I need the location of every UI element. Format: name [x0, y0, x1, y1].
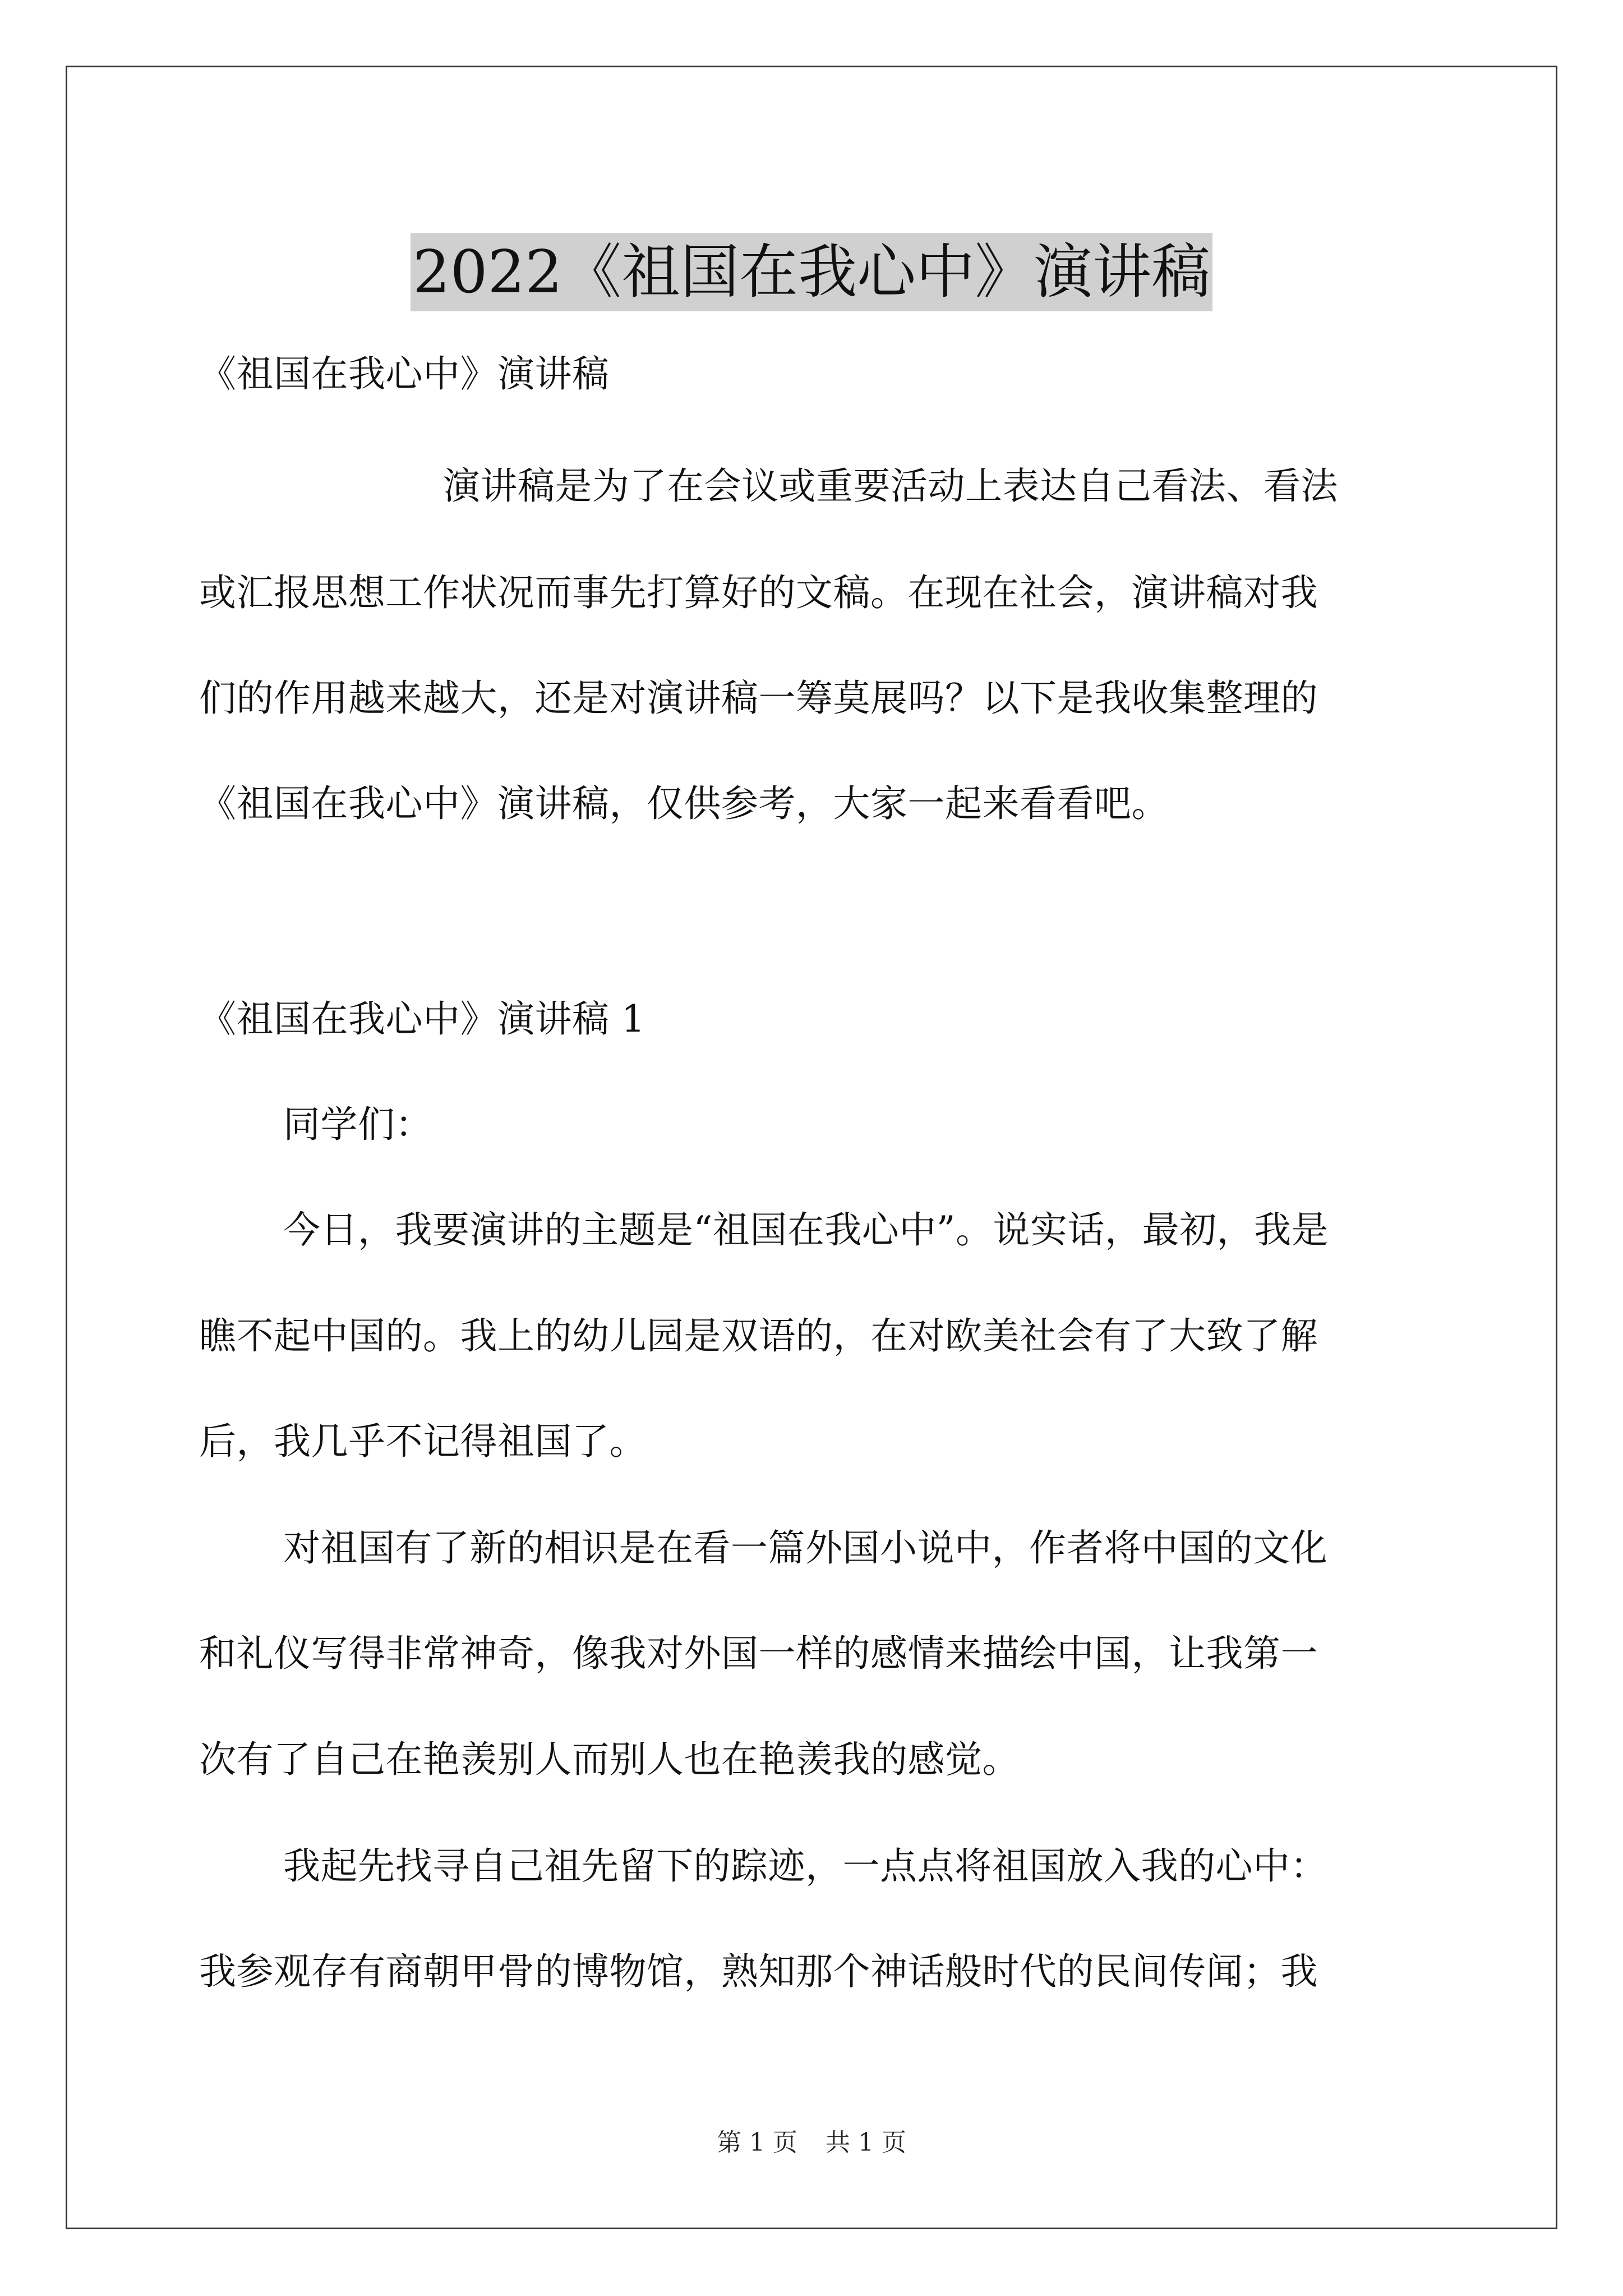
- intro-line-1: 演讲稿是为了在会议或重要活动上表达自己看法、看法: [443, 464, 1338, 508]
- paragraph2-line-3: 次有了自己在艳羡别人而别人也在艳羡我的感觉。: [199, 1738, 1020, 1781]
- intro-line-2: 或汇报思想工作状况而事先打算好的文稿。在现在社会，演讲稿对我: [199, 571, 1318, 614]
- greeting: 同学们：: [283, 1103, 432, 1146]
- paragraph3-line-2: 我参观存有商朝甲骨的博物馆，熟知那个神话般时代的民间传闻；我: [199, 1950, 1318, 1993]
- paragraph3-line-1: 我起先找寻自己祖先留下的踪迹，一点点将祖国放入我的心中：: [283, 1844, 1327, 1888]
- paragraph1-line-1: 今日，我要演讲的主题是“祖国在我心中”。说实话，最初，我是: [283, 1208, 1329, 1251]
- paragraph2-line-1: 对祖国有了新的相识是在看一篇外国小说中，作者将中国的文化: [283, 1526, 1327, 1570]
- section-heading: 《祖国在我心中》演讲稿 1: [199, 997, 645, 1041]
- page-number-current: 第 1 页: [717, 2128, 797, 2157]
- title-container: [0, 194, 1623, 351]
- page-footer: [0, 2126, 1623, 2160]
- document-title: 2022《祖国在我心中》演讲稿: [411, 233, 1212, 311]
- intro-line-3: 们的作用越来越大，还是对演讲稿一筹莫展吗？以下是我收集整理的: [199, 677, 1318, 720]
- intro-line-4: 《祖国在我心中》演讲稿，仅供参考，大家一起来看看吧。: [199, 782, 1169, 825]
- page-number-total: 共 1 页: [826, 2128, 906, 2157]
- document-subtitle: 《祖国在我心中》演讲稿: [199, 352, 610, 395]
- paragraph1-line-3: 后，我几乎不记得祖国了。: [199, 1420, 647, 1463]
- paragraph1-line-2: 瞧不起中国的。我上的幼儿园是双语的，在对欧美社会有了大致了解: [199, 1314, 1318, 1358]
- paragraph2-line-2: 和礼仪写得非常神奇，像我对外国一样的感情来描绘中国，让我第一: [199, 1632, 1318, 1675]
